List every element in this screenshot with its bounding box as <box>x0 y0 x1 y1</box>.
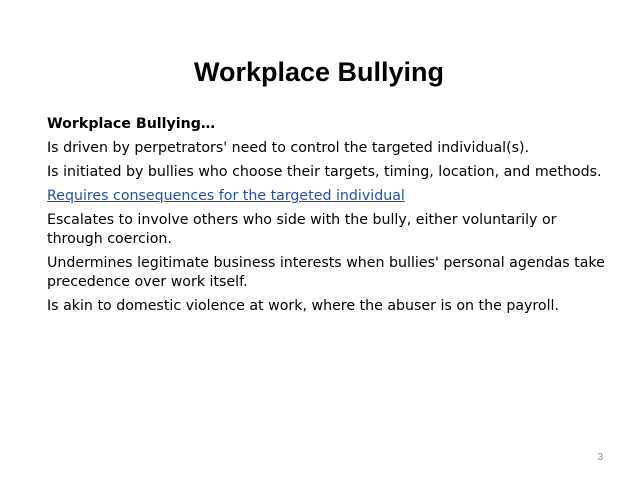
slide-body <box>47 115 607 321</box>
body-heading: Workplace Bullying… <box>47 116 216 132</box>
slide-title: Workplace Bullying <box>193 57 445 87</box>
page-number: 3 <box>597 452 603 463</box>
point-initiated: Is initiated by bullies who choose their targets, timing, location, and methods. <box>47 164 602 180</box>
point-escalates: Escalates to involve others who side with the bully, either voluntarily or through coercion. <box>47 212 557 247</box>
consequences-link[interactable]: Requires consequences for the targeted individual <box>47 188 405 204</box>
point-domestic-violence: Is akin to domestic violence at work, where the abuser is on the payroll. <box>47 298 560 314</box>
point-consequences <box>47 187 607 206</box>
point-control: Is driven by perpetrators' need to control the targeted individual(s). <box>47 140 530 156</box>
point-undermines: Undermines legitimate business interests when bullies' personal agendas take precedence over work itself. <box>47 255 605 290</box>
